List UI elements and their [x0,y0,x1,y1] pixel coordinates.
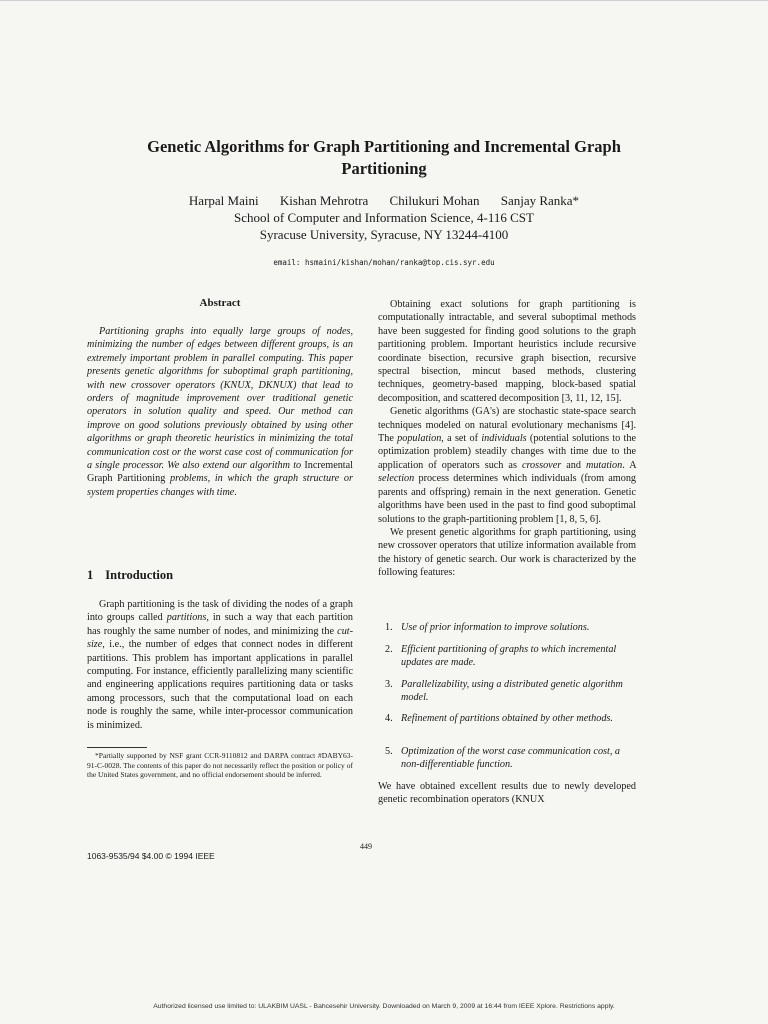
affiliation-line-2: Syracuse University, Syracuse, NY 13244-4100 [259,227,509,242]
footnote: *Partially supported by NSF grant CCR-9110812 and DARPA contract #DABY63-91-C-0028. The contents of this paper do not necessarily reflect the position or policy of the United States government, and no official endorsement should be inferred. [87,751,353,779]
para-text: process determines which individuals (from among parents and offspring) remain in the next generation. Genetic algorithms have been used in the past to find good suboptimal solutions to the graph-partitioning problem [1, 8, 5, 6]. [378,473,637,525]
list-item [385,622,637,635]
copyright-line: 1063-9535/94 $4.00 © 1994 IEEE [87,851,215,861]
intro-emphasis: cut-size [87,625,354,651]
title-line-1: Genetic Algorithms for Graph Partitioning and Incremental Graph [147,137,621,156]
list-item [385,644,637,669]
abstract-term: Incremental Graph Partitioning [87,460,353,485]
right-column-text [378,298,636,580]
para-emphasis: crossover [521,459,562,471]
list-number: 3. [385,679,393,690]
abstract-text-end: problems, in which the graph structure or system properties changes with time. [87,473,353,498]
paragraph: We present genetic algorithms for graph partitioning, using new crossover operators that utilize information available from the history of genetic search. Our work is characterized by the following features: [378,526,636,579]
intro-emphasis: partitions [166,612,207,624]
list-text: Use of prior information to improve solutions. [401,622,590,633]
license-notice: Authorized licensed use limited to: ULAKBIM UASL - Bahcesehir University. Downloaded on March 9, 2009 at 16:44 from IEEE Xplore. Restrictions apply. [153,1003,615,1010]
page-number: 449 [360,842,372,851]
list-number: 2. [385,644,393,655]
intro-text: , i.e., the number of edges that connect nodes in different partitions. This problem has important applications in parallel computing. For instance, efficiently parallelizing many scientific and engineering applications requires partitioning data or tasks among processors, such that the computational load on each node is roughly the same, while inter-processor communication is minimized. [87,639,353,731]
list-item [385,679,637,704]
affiliation-line-1: School of Computer and Information Science, 4-116 CST [234,210,534,225]
section-title: Introduction [105,568,174,582]
author-block [60,192,708,243]
para-text: (potential solutions to the optimization problem) steadily changes with time due to the application of operators such as [378,433,637,471]
footnote-rule [87,747,147,748]
paragraph [378,405,636,526]
author-email: email: hsmaini/kishan/mohan/ranka@top.cis.syr.edu [273,258,495,267]
abstract-text: Partitioning graphs into equally large groups of nodes, minimizing the number of edges between different groups, is an extremely important problem in parallel computing. This paper presents genetic algorithms for suboptimal graph partitioning, with new crossover operators (KNUX, DKNUX) that lead to orders of magnitude improvement over traditional genetic operators in solution quality and speed. Our method can improve on good solutions previously obtained by using other algorithms or graph theoretic heuristics in minimizing the total communication cost or the worst case cost of communication for a single processor. We also extend our algorithm to [87,326,353,472]
list-number: 4. [385,713,393,724]
para-emphasis: population [397,433,442,445]
para-emphasis: mutation [585,459,623,471]
list-item [385,746,637,771]
list-text: Parallelizability, using a distributed genetic algorithm model. [401,679,623,703]
paper-title [60,136,708,180]
introduction-paragraph [87,598,353,732]
para-text: , a set of [441,433,479,445]
list-item [385,713,637,726]
section-number: 1 [87,568,94,582]
intro-text: Graph partitioning is the task of dividing the nodes of a graph into groups called [87,599,353,624]
list-number: 5. [385,746,393,757]
paragraph: Obtaining exact solutions for graph partitioning is computationally intractable, and several suboptimal methods have been suggested for finding good solutions to the graph partitioning problem. Important heuristics include recursive coordinate bisection, recursive graph bisection, recursive spectral bisection, mincut based methods, clustering techniques, geometry-based mapping, block-based spatial decomposition, and scattered decomposition [3, 11, 12, 15]. [378,299,636,404]
top-border [0,0,768,1]
author-name: Chilukuri Mohan [389,193,480,208]
para-text: . A [622,459,637,471]
section-heading-introduction [87,568,173,583]
author-name: Kishan Mehrotra [279,193,369,208]
para-text: and [566,459,581,471]
list-text: Refinement of partitions obtained by other methods. [401,713,613,724]
para-emphasis: selection [378,473,415,485]
abstract-body [87,325,353,499]
closing-paragraph: We have obtained excellent results due to newly developed genetic recombination operators (KNUX [378,781,636,806]
para-text: Genetic algorithms (GA's) are stochastic state-space search techniques modeled on natural evolutionary mechanisms [4]. The [378,406,636,445]
list-text: Efficient partitioning of graphs to which incremental updates are made. [401,644,617,668]
author-name: Sanjay Ranka* [500,193,580,208]
abstract-heading: Abstract [199,297,241,309]
title-line-2: Partitioning [341,159,427,178]
list-text: Optimization of the worst case communication cost, a non-differentiable function. [401,746,621,770]
author-name: Harpal Maini [188,193,259,208]
author-names [60,192,708,209]
intro-text: , in such a way that each partition has roughly the same number of nodes, and minimizing the [87,612,354,637]
list-number: 1. [385,622,393,633]
para-emphasis: individuals [481,433,527,445]
